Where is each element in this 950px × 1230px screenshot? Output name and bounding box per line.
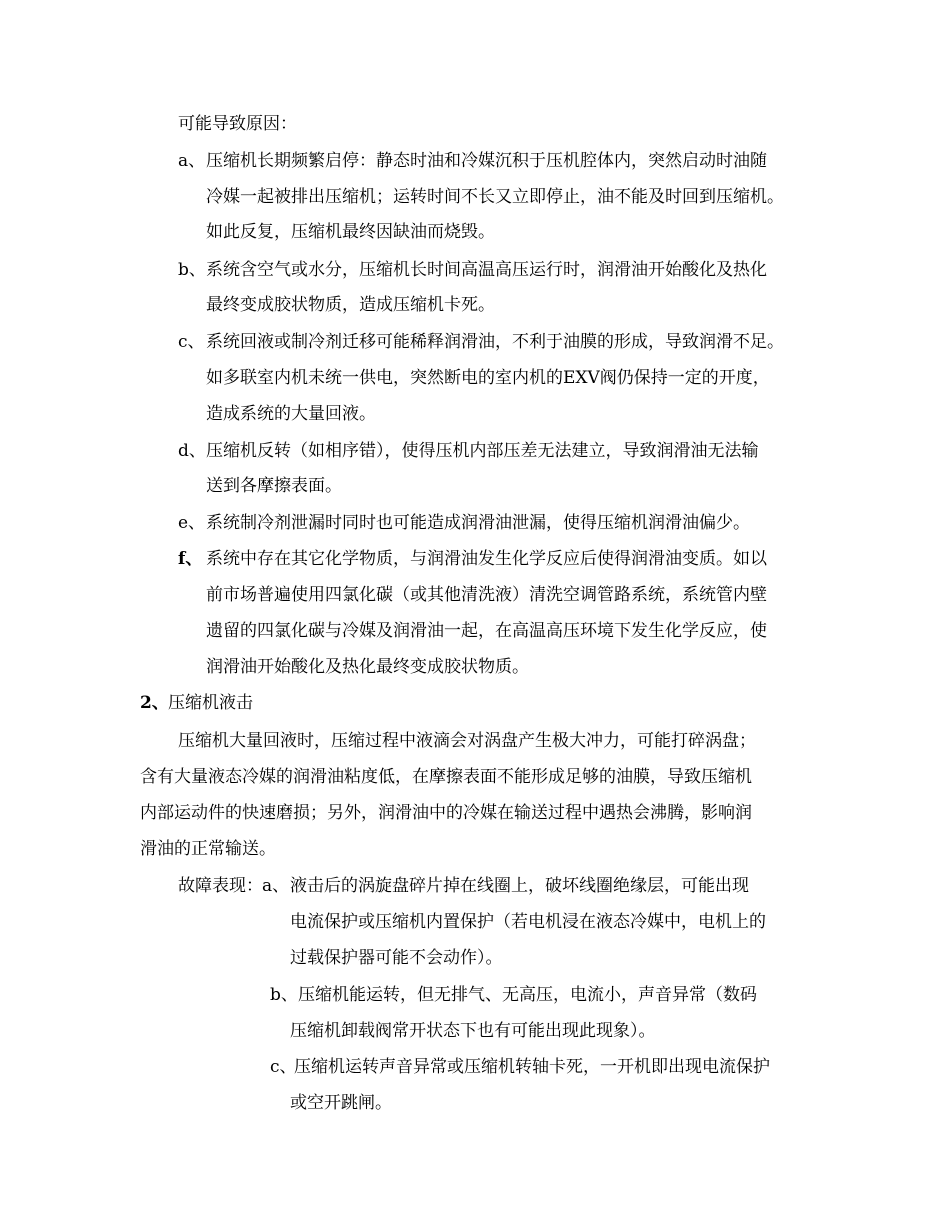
cause-f-marker: f、 — [178, 549, 203, 569]
fault-b-line-2: 压缩机卸载阀常开状态下也有可能出现此现象）。 — [290, 1021, 656, 1041]
fault-a-line-2: 电流保护或压缩机内置保护（若电机浸在液态冷媒中，电机上的 — [290, 912, 766, 932]
section-2-paragraph-line-4: 滑油的正常输送。 — [140, 839, 276, 859]
fault-label: 故障表现： — [178, 876, 263, 896]
fault-a-line-1: 液击后的涡旋盘碎片掉在线圈上，破坏线圈绝缘层，可能出现 — [290, 876, 749, 896]
cause-f-line-3: 遗留的四氯化碳与冷媒及润滑油一起，在高温高压环境下发生化学反应，使 — [206, 621, 767, 641]
cause-b-line-1: 系统含空气或水分，压缩机长时间高温高压运行时，润滑油开始酸化及热化 — [206, 260, 767, 280]
cause-a-line-2: 冷媒一起被排出压缩机；运转时间不长又立即停止，油不能及时回到压缩机。 — [206, 187, 784, 207]
fault-c-marker: c、 — [270, 1057, 297, 1077]
section-2-number: 2、 — [140, 693, 169, 713]
cause-f-line-4: 润滑油开始酸化及热化最终变成胶状物质。 — [206, 657, 529, 677]
section-2-paragraph-line-1: 压缩机大量回液时，压缩过程中液滴会对涡盘产生极大冲力，可能打碎涡盘； — [178, 731, 756, 751]
cause-c-line-3: 造成系统的大量回液。 — [206, 404, 376, 424]
section-2-paragraph-line-3: 内部运动件的快速磨损；另外，润滑油中的冷媒在输送过程中遇热会沸腾，影响润 — [140, 803, 752, 823]
cause-a-marker: a、 — [178, 151, 206, 171]
cause-d-line-1: 压缩机反转（如相序错），使得压机内部压差无法建立，导致润滑油无法输 — [206, 441, 759, 461]
intro-heading: 可能导致原因： — [178, 114, 297, 134]
cause-f-line-2: 前市场普遍使用四氯化碳（或其他清洗液）清洗空调管路系统，系统管内壁 — [206, 585, 767, 605]
cause-f-line-1: 系统中存在其它化学物质，与润滑油发生化学反应后使得润滑油变质。如以 — [206, 549, 767, 569]
cause-c-line-1: 系统回液或制冷剂迁移可能稀释润滑油，不利于油膜的形成，导致润滑不足。 — [206, 332, 784, 352]
cause-d-marker: d、 — [178, 441, 206, 461]
cause-e-marker: e、 — [178, 513, 206, 533]
cause-c-line-2: 如多联室内机未统一供电，突然断电的室内机的EXV阀仍保持一定的开度， — [206, 368, 770, 388]
cause-d-line-2: 送到各摩擦表面。 — [206, 476, 342, 496]
cause-a-line-3: 如此反复，压缩机最终因缺油而烧毁。 — [206, 222, 495, 242]
fault-c-line-2: 或空开跳闸。 — [290, 1093, 392, 1113]
cause-b-marker: b、 — [178, 260, 206, 280]
fault-b-line-1: 压缩机能运转，但无排气、无高压，电流小，声音异常（数码 — [298, 985, 757, 1005]
cause-c-marker: c、 — [178, 332, 205, 352]
cause-e-line-1: 系统制冷剂泄漏时同时也可能造成润滑油泄漏，使得压缩机润滑油偏少。 — [206, 513, 750, 533]
cause-a-line-1: 压缩机长期频繁启停：静态时油和冷媒沉积于压机腔体内，突然启动时油随 — [206, 151, 767, 171]
fault-c-line-1: 压缩机运转声音异常或压缩机转轴卡死，一开机即出现电流保护 — [294, 1057, 770, 1077]
section-2-paragraph-line-2: 含有大量液态冷媒的润滑油粘度低，在摩擦表面不能形成足够的油膜，导致压缩机 — [140, 767, 752, 787]
fault-b-marker: b、 — [270, 985, 298, 1005]
section-2-title: 压缩机液击 — [168, 693, 253, 713]
fault-a-marker: a、 — [262, 876, 290, 896]
cause-b-line-2: 最终变成胶状物质，造成压缩机卡死。 — [206, 295, 495, 315]
fault-a-line-3: 过载保护器可能不会动作）。 — [290, 948, 503, 968]
